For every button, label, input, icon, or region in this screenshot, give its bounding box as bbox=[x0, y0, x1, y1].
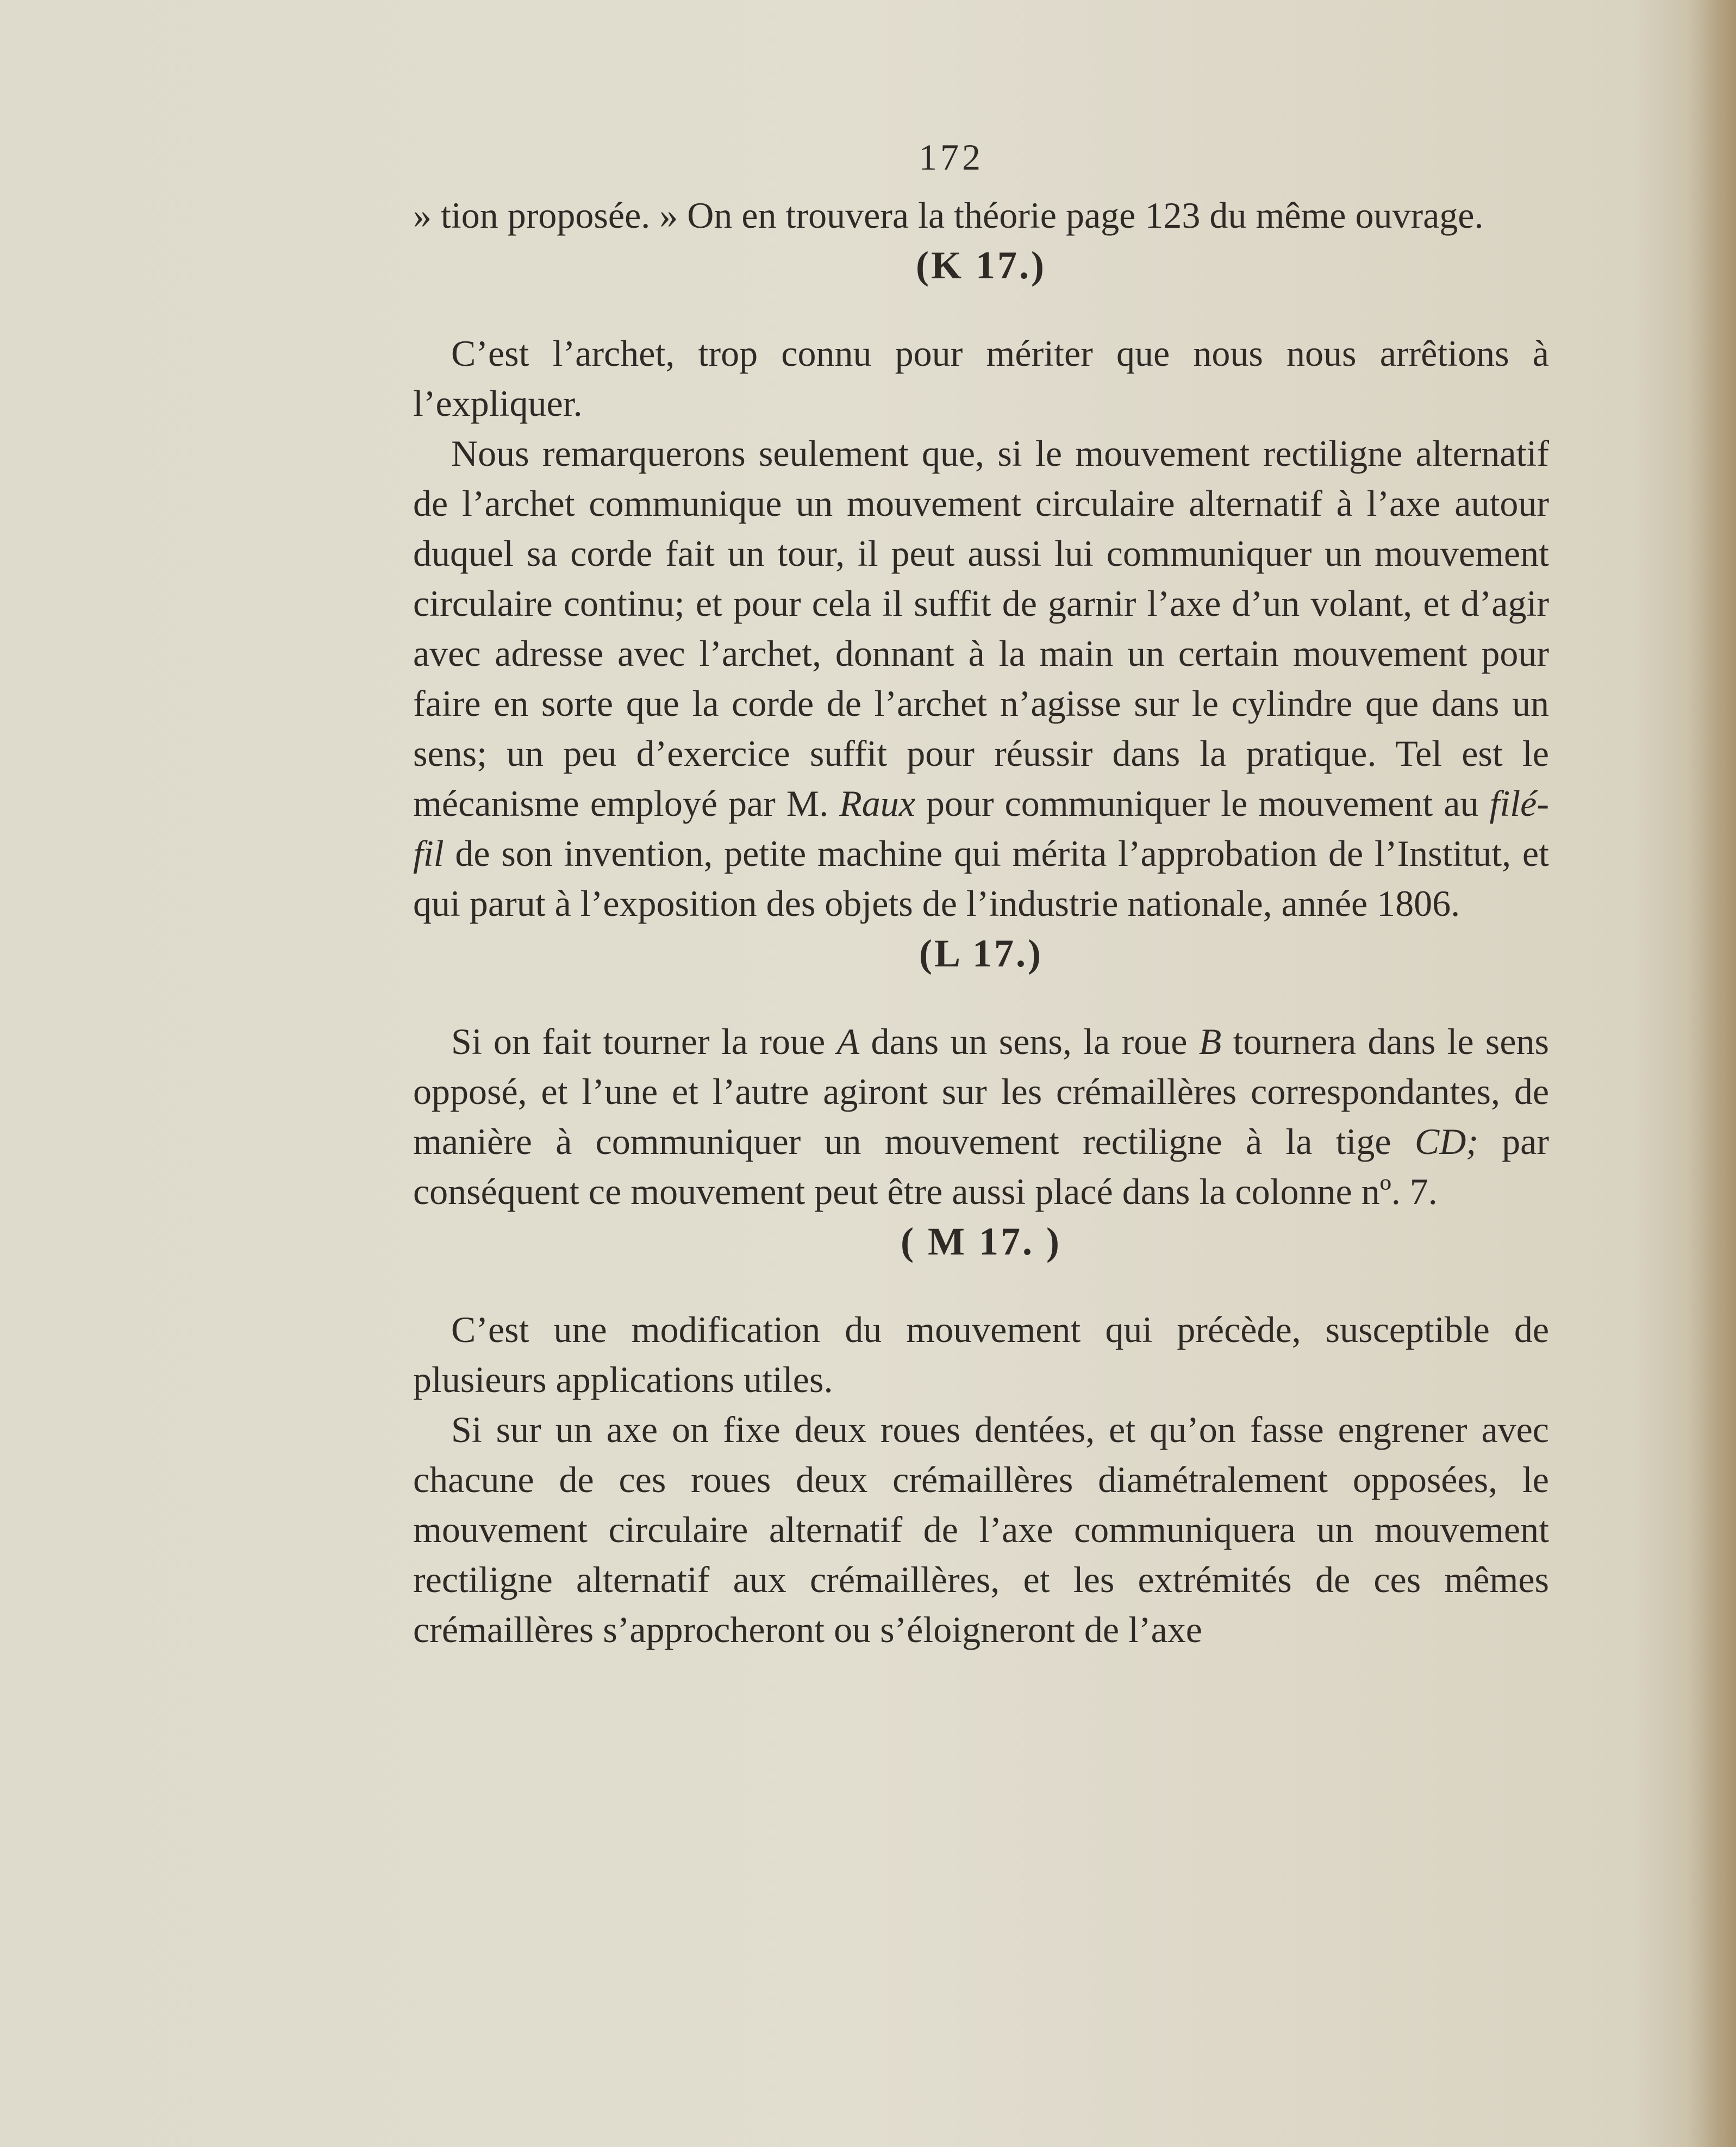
paragraph-text: pour communiquer le mouvement au bbox=[915, 783, 1490, 824]
inventor-name: Raux bbox=[839, 783, 915, 824]
paragraph-text: dans un sens, la roue bbox=[859, 1021, 1199, 1062]
paragraph-text: tournera dans le sens opposé, et l’une et l’autre agiront sur les crémaillères correspondantes, de manière à communiquer un mouvement rectiligne à la tige bbox=[413, 1021, 1550, 1162]
section-heading-m17: ( M 17. ) bbox=[901, 1220, 1061, 1263]
paragraph-wheels bbox=[413, 1016, 1549, 1216]
section-heading-l17: (L 17.) bbox=[919, 932, 1043, 975]
page-number: 172 bbox=[919, 136, 984, 178]
section-heading-k17: (K 17.) bbox=[916, 244, 1046, 287]
paragraph-text: de son invention, petite machine qui mérita l’approbation de l’Institut, et qui parut à l’exposition des objets de l’industrie nationale, année 1806. bbox=[413, 833, 1549, 924]
page-body bbox=[413, 190, 1549, 1655]
wheel-label-a: A bbox=[836, 1021, 860, 1062]
paragraph-modification: C’est une modification du mouvement qui précède, susceptible de plusieurs applications utiles. bbox=[413, 1309, 1549, 1400]
paragraph-text: par conséquent ce mouvement peut être aussi placé dans la colonne nº. 7. bbox=[413, 1121, 1549, 1212]
rod-label-cd: CD; bbox=[1414, 1121, 1478, 1162]
paragraph-archet-mechanism bbox=[413, 428, 1549, 928]
continuation-paragraph: » tion proposée. » On en trouvera la théorie page 123 du même ouvrage. bbox=[413, 195, 1484, 236]
paragraph-racks: Si sur un axe on fixe deux roues dentées, et qu’on fasse engrener avec chacune de ces roues deux crémaillères diamétralement opposées, le mouvement circulaire alternatif de l’axe communiquera un mouvement rectiligne alternatif aux crémaillères, et les extrémités de ces mêmes crémaillères s’approcheront ou s’éloigneront de l’axe bbox=[413, 1409, 1549, 1650]
machine-term: filé-fil bbox=[413, 783, 1549, 874]
paragraph-text: Si on fait tourner la roue bbox=[451, 1021, 837, 1062]
paragraph-text: Nous remarquerons seulement que, si le mouvement rectiligne alternatif de l’archet communique un mouvement circulaire alternatif à l’axe autour duquel sa corde fait un tour, il peut aussi lui communiquer un mouvement circulaire continu; et pour cela il suffit de garnir l’axe d’un volant, et d’agir avec adresse avec l’archet, donnant à la main un certain mouvement pour faire en sorte que la corde de l’archet n’agisse sur le cylindre que dans un sens; un peu d’exercice suffit pour réussir dans la pratique. Tel est le mécanisme employé par M. bbox=[413, 433, 1549, 824]
page-edge-shadow bbox=[1687, 0, 1736, 2147]
paragraph-archet: C’est l’archet, trop connu pour mériter que nous nous arrêtions à l’expliquer. bbox=[413, 333, 1549, 424]
heading-spacer bbox=[413, 1266, 1549, 1305]
wheel-label-b: B bbox=[1198, 1021, 1222, 1062]
heading-spacer bbox=[413, 978, 1549, 1016]
heading-spacer bbox=[413, 290, 1549, 328]
